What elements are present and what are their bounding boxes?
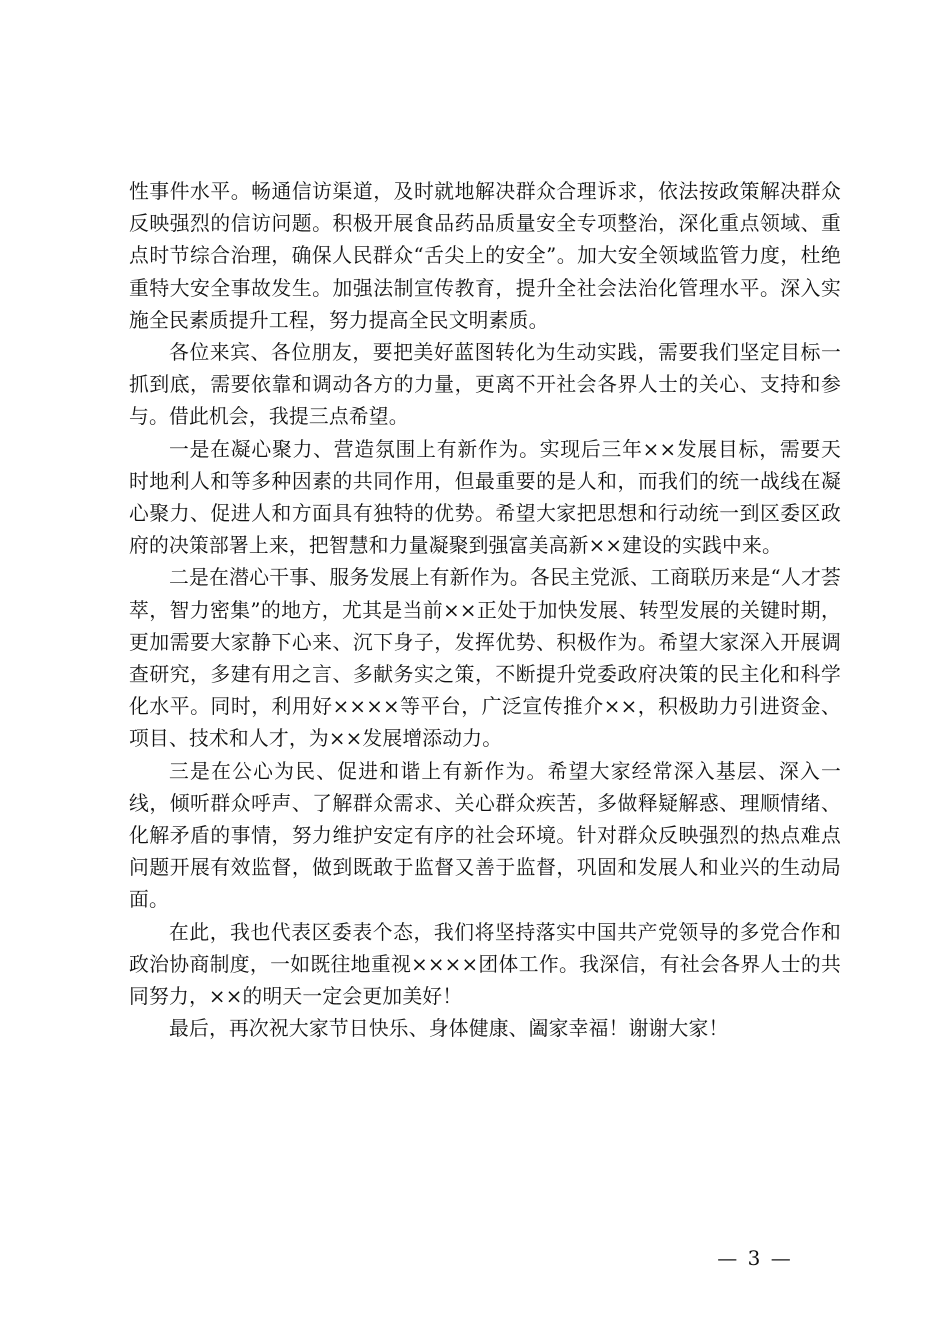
page-number: — 3 — xyxy=(717,1246,793,1270)
paragraph-6: 在此，我也代表区委表个态，我们将坚持落实中国共产党领导的多党合作和政治协商制度，一如既往地重视××××团体工作。我深信，有社会各界人士的共同努力，××的明天一定会更加美好！ xyxy=(129,920,841,1009)
paragraph-3: 一是在凝心聚力、营造氛围上有新作为。实现后三年××发展目标，需要天时地利人和等多种因素的共同作用，但最重要的是人和，而我们的统一战线在凝心聚力、促进人和方面具有独特的优势。希望大家把思想和行动统一到区委区政府的决策部署上来，把智慧和力量凝聚到强富美高新××建设的实践中来。 xyxy=(129,437,841,558)
paragraph-5: 三是在公心为民、促进和谐上有新作为。希望大家经常深入基层、深入一线，倾听群众呼声、了解群众需求、关心群众疾苦，多做释疑解惑、理顺情绪、化解矛盾的事情，努力维护安定有序的社会环境。针对群众反映强烈的热点难点问题开展有效监督，做到既敢于监督又善于监督，巩固和发展人和业兴的生动局面。 xyxy=(129,759,841,912)
paragraph-2: 各位来宾、各位朋友，要把美好蓝图转化为生动实践，需要我们坚定目标一抓到底，需要依靠和调动各方的力量，更离不开社会各界人士的关心、支持和参与。借此机会，我提三点希望。 xyxy=(129,341,841,429)
document-body xyxy=(129,176,841,1045)
paragraph-1: 性事件水平。畅通信访渠道，及时就地解决群众合理诉求，依法按政策解决群众反映强烈的信访问题。积极开展食品药品质量安全专项整治，深化重点领域、重点时节综合治理，确保人民群众“舌尖上的安全”。加大安全领域监管力度，杜绝重特大安全事故发生。加强法制宣传教育，提升全社会法治化管理水平。深入实施全民素质提升工程，努力提高全民文明素质。 xyxy=(129,180,841,332)
paragraph-7: 最后，再次祝大家节日快乐、身体健康、阖家幸福！谢谢大家！ xyxy=(169,1017,729,1041)
paragraph-4: 二是在潜心干事、服务发展上有新作为。各民主党派、工商联历来是“人才荟萃，智力密集”的地方，尤其是当前××正处于加快发展、转型发展的关键时期，更加需要大家静下心来、沉下身子，发挥优势、积极作为。希望大家深入开展调查研究，多建有用之言、多献务实之策，不断提升党委政府决策的民主化和科学化水平。同时，利用好××××等平台，广泛宣传推介××，积极助力引进资金、项目、技术和人才，为××发展增添动力。 xyxy=(129,566,841,751)
